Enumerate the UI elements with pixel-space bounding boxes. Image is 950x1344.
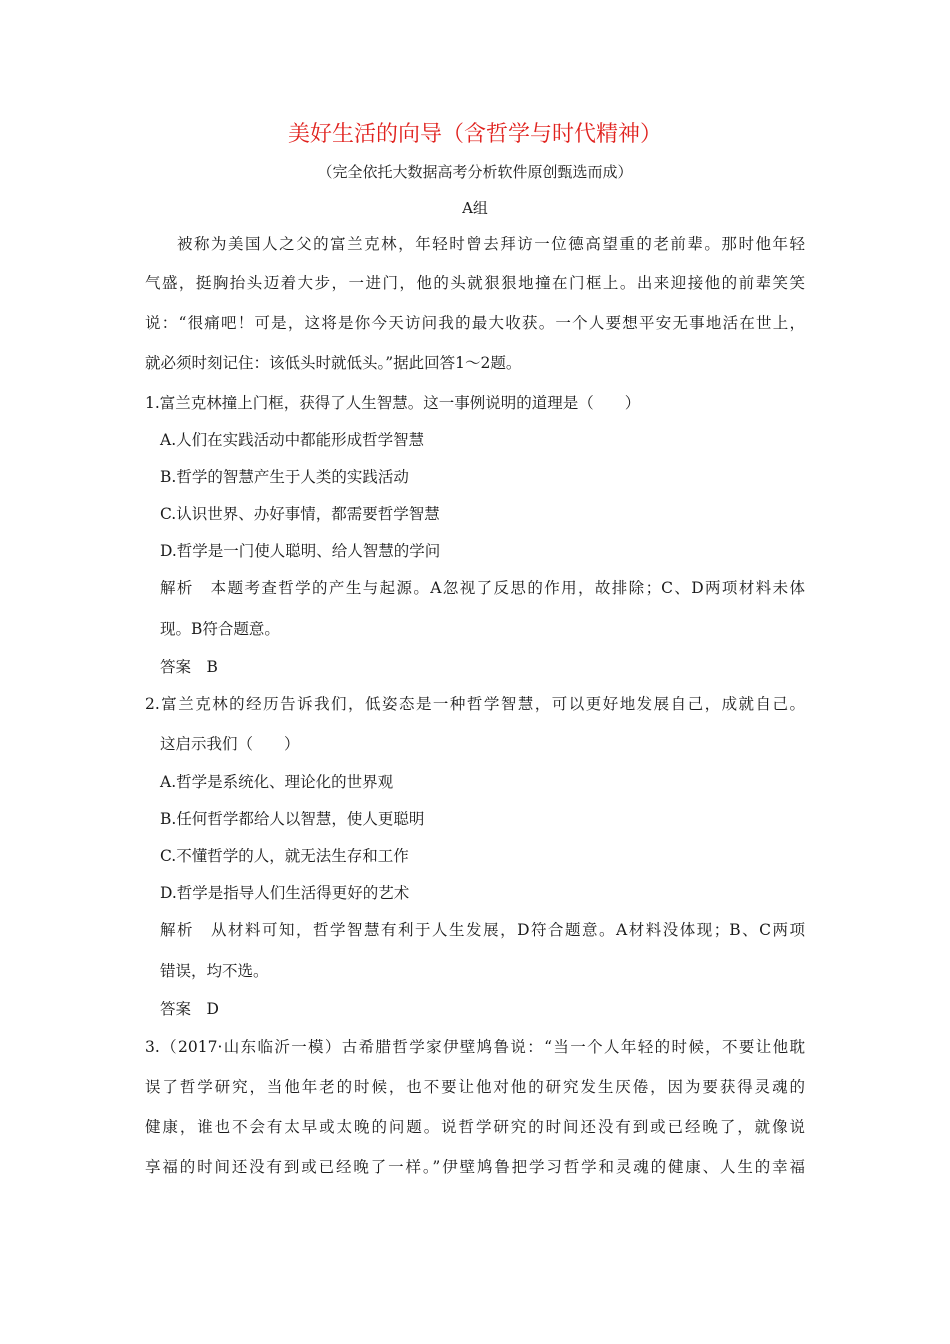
question-1-option-a: A.人们在实践活动中都能形成哲学智慧 [160,431,425,449]
intro-line: 就必须时刻记住：该低头时就低头。”据此回答1～2题。 [145,354,522,372]
document-title: 美好生活的向导（含哲学与时代精神） [287,122,662,147]
intro-line: 被称为美国人之父的富兰克林，年轻时曾去拜访一位德高望重的老前辈。那时他年轻 [177,235,805,253]
question-2-analysis: 错误，均不选。 [160,962,269,980]
question-3-stem: 健康，谁也不会有太早或太晚的问题。说哲学研究的时间还没有到或已经晚了，就像说 [145,1118,805,1136]
question-2-answer: 答案 D [160,1000,219,1018]
question-1-analysis: 解析 本题考查哲学的产生与起源。A忽视了反思的作用，故排除；C、D两项材料未体 [160,579,805,597]
question-3-stem: 误了哲学研究，当他年老的时候，也不要让他对他的研究发生厌倦，因为要获得灵魂的 [145,1078,805,1096]
question-2-stem: 2.富兰克林的经历告诉我们，低姿态是一种哲学智慧，可以更好地发展自己，成就自己。 [145,695,805,713]
question-2-option-b: B.任何哲学都给人以智慧，使人更聪明 [160,810,425,828]
question-1-answer: 答案 B [160,658,218,676]
group-label: A组 [462,199,488,217]
question-1-option-c: C.认识世界、办好事情，都需要哲学智慧 [160,505,440,523]
question-1-stem: 1.富兰克林撞上门框，获得了人生智慧。这一事例说明的道理是（ ） [145,394,641,412]
question-2-option-d: D.哲学是指导人们生活得更好的艺术 [160,884,410,902]
question-1-option-b: B.哲学的智慧产生于人类的实践活动 [160,468,409,486]
intro-line: 说：“很痛吧！可是，这将是你今天访问我的最大收获。一个人要想平安无事地活在世上， [145,314,805,332]
question-2-option-a: A.哲学是系统化、理论化的世界观 [160,773,394,791]
intro-line: 气盛，挺胸抬头迈着大步，一进门，他的头就狠狠地撞在门框上。出来迎接他的前辈笑笑 [145,274,805,292]
question-1-option-d: D.哲学是一门使人聪明、给人智慧的学问 [160,542,441,560]
question-2-stem: 这启示我们（ ） [160,735,300,753]
question-3-stem: 3.（2017·山东临沂一模）古希腊哲学家伊壁鸠鲁说：“当一个人年轻的时候，不要让他耽 [145,1038,805,1056]
question-2-analysis: 解析 从材料可知，哲学智慧有利于人生发展，D符合题意。A材料没体现；B、C两项 [160,921,805,939]
question-2-option-c: C.不懂哲学的人，就无法生存和工作 [160,847,409,865]
question-1-analysis: 现。B符合题意。 [160,620,280,638]
question-3-stem: 享福的时间还没有到或已经晚了一样。”伊壁鸠鲁把学习哲学和灵魂的健康、人生的幸福 [145,1158,805,1176]
document-subtitle: （完全依托大数据高考分析软件原创甄选而成） [317,163,633,181]
